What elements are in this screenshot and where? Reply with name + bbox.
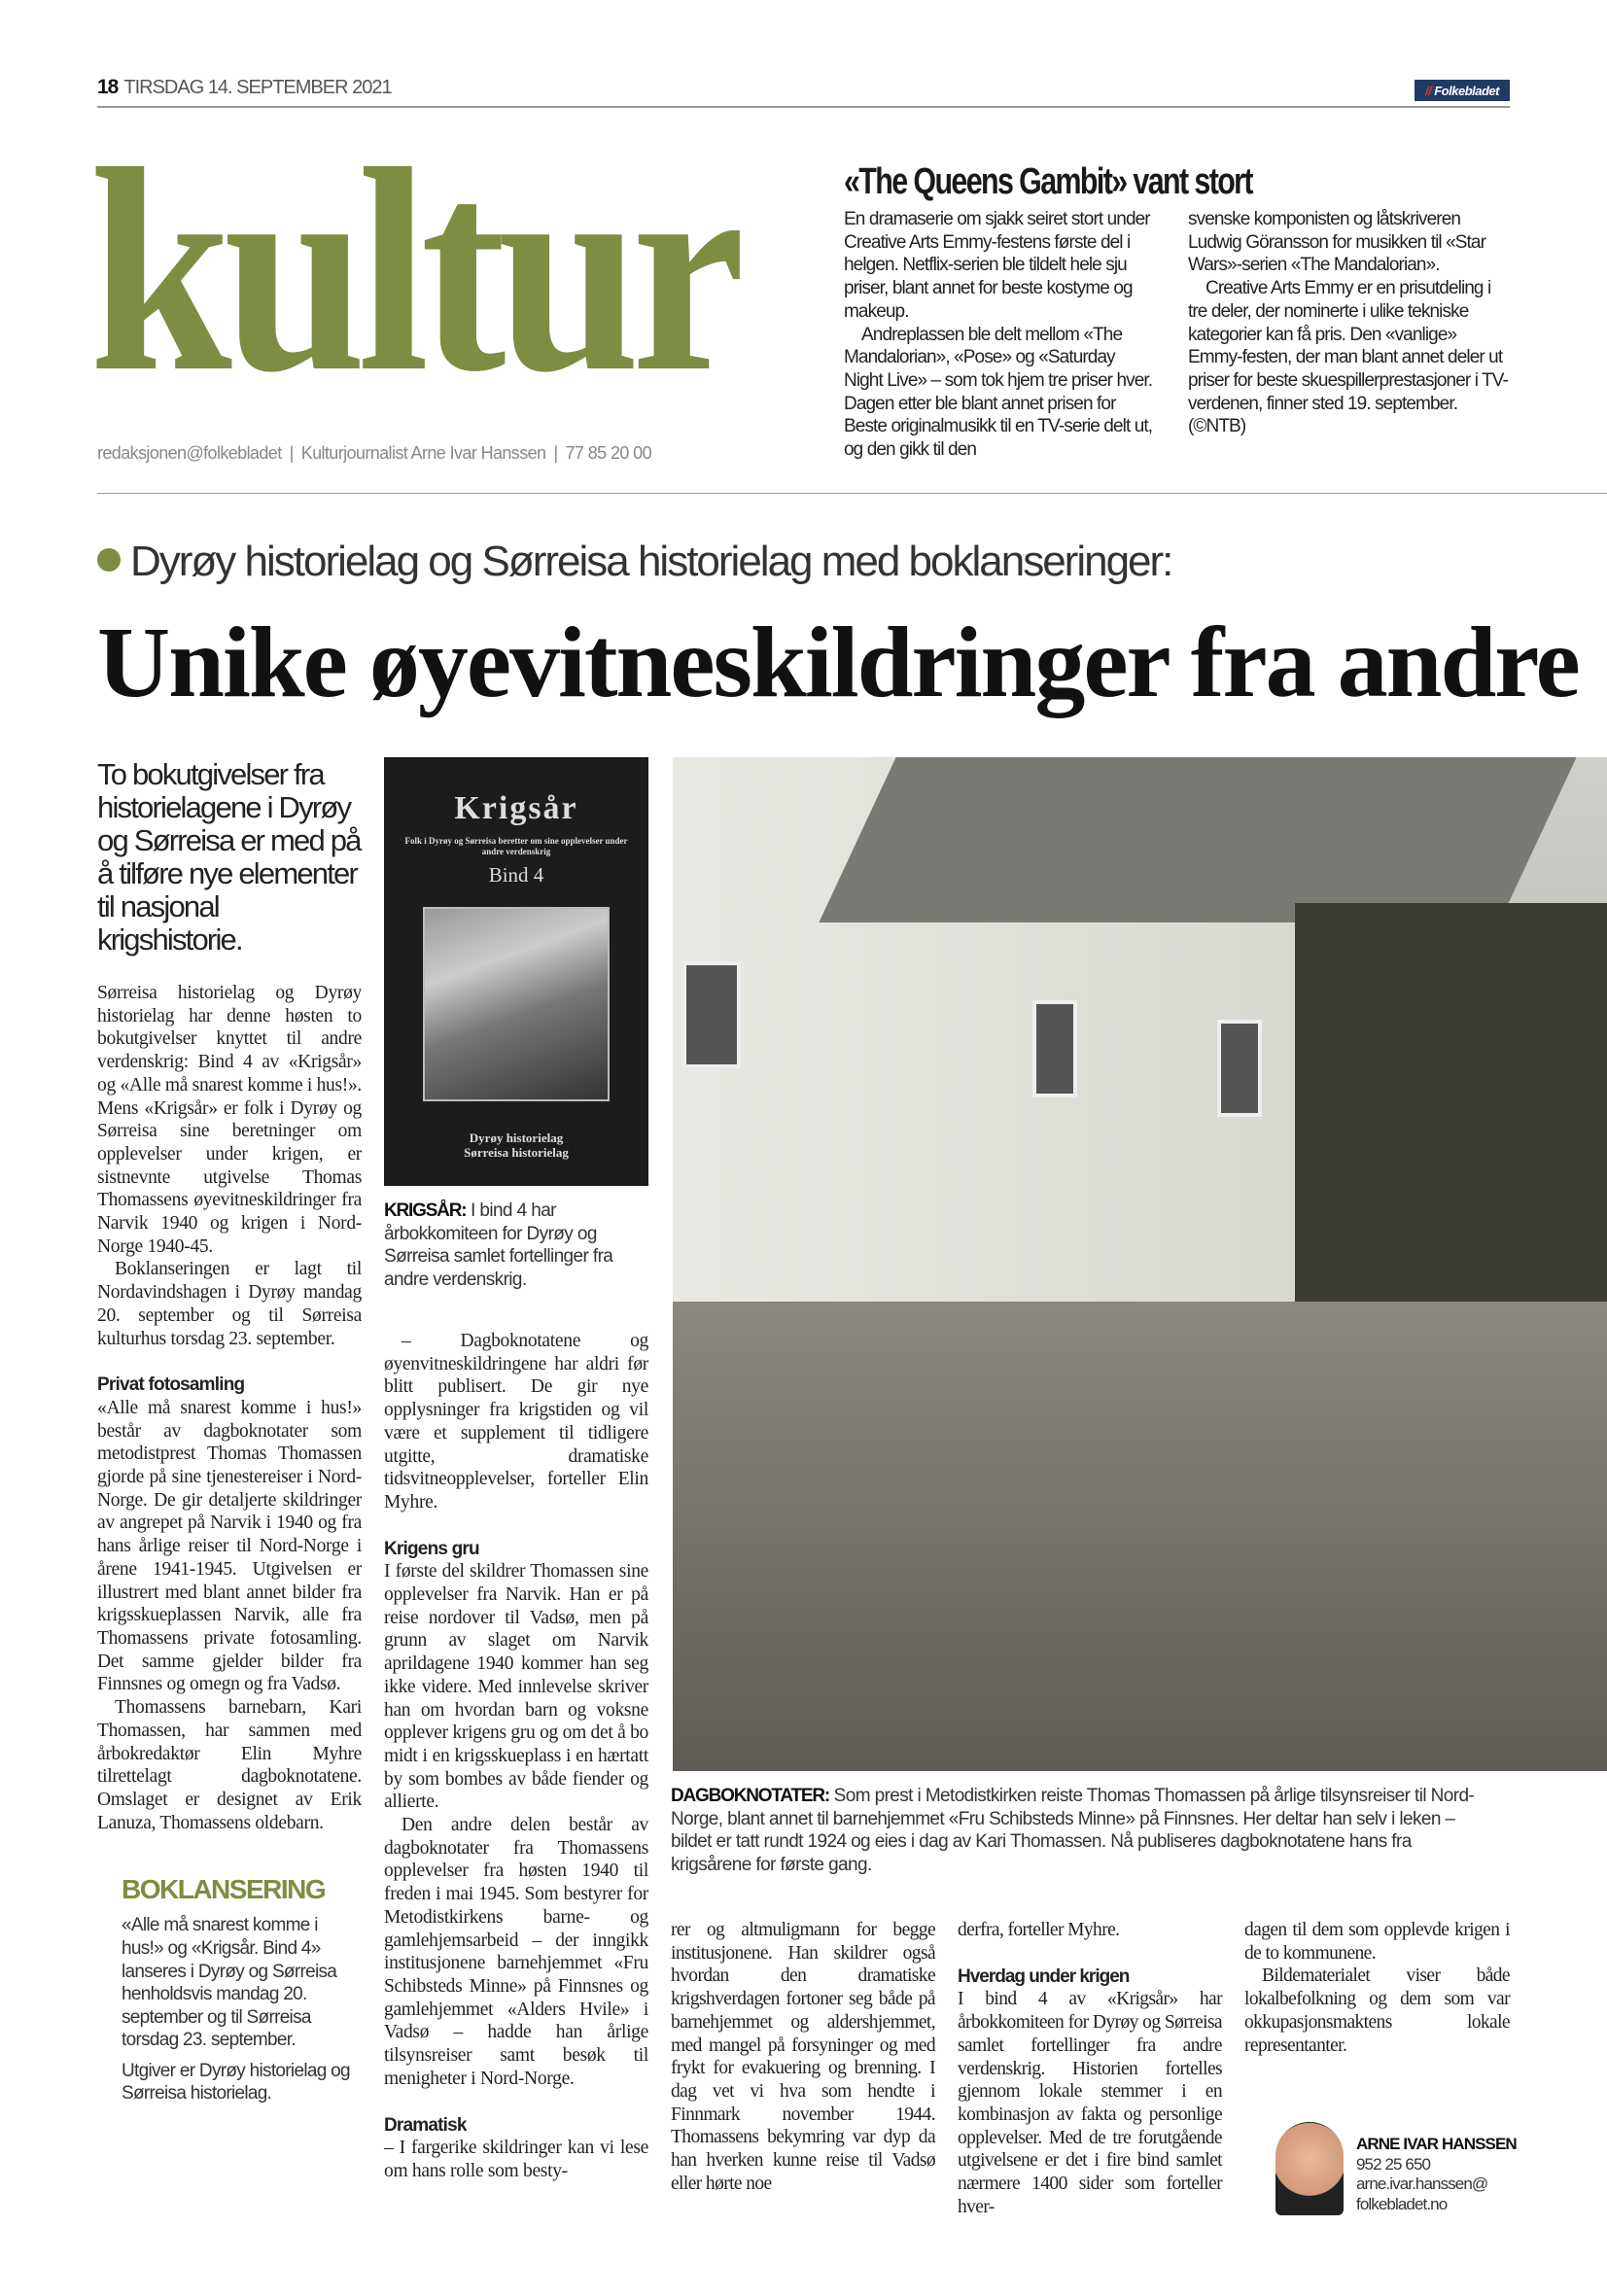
issue-date: TIRSDAG 14. SEPTEMBER 2021: [123, 77, 392, 98]
page-header: [97, 76, 392, 99]
article-column-1: Sørreisa historielag og Dyrøy historielag har denne høsten to bokutgivelser knyttet til andre verdenskrig: Bind 4 av «Krigsår» og «Alle må snarest komme i hus!». Mens «Krigsår» er folk i Dyrøy og Sørreisa sine beretninger om opplevelser under krigen, er sistnevnte utgivelse Thomas Thomassens øyevitneskildringer fra Narvik 1940 og krigen i Nord-Norge 1940-45. Boklanseringen er lagt til Nordavindshagen i Dyrøy mandag 20. september og til Sørreisa kulturhus torsdag 23. september. Privat fotosamling «Alle må snarest komme i hus!» består av dagboknotater som metodistprest Thomas Thomassen gjorde på sine tjenestereiser i Nord-Norge. De gir detaljerte skildringer av angrepet på Narvik i 1940 og fra hans årlige reiser til Nord-Norge i årene 1941-1945. Utgivelsen er illustrert med blant annet bilder fra krigsskueplassen Narvik, alle fra Thomassens private fotosamling. Det samme gjelder bilder fra Finnsnes og omegn og fra Vadsø. Thomassens barnebarn, Kari Thomassen, har sammen med årbokredaktør Elin Myhre tilrettelagt dagboknotatene. Omslaget er designet av Erik Lanuza, Thomassens oldebarn.: [97, 983, 362, 1833]
article-column-4: derfra, forteller Myhre. Hverdag under krigen I bind 4 av «Krigsår» har årbokkomiteen for Dyrøy og Sørreisa samlet fortellinger fra andre verdenskrig. Historien fortelles gjennom lokale stemmer i en kombinasjon av fakta og personlige opplevelser. Med de tre forutgående utgivelsene er det i fire bind samlet nærmere 1400 sider som forteller hver-: [958, 1920, 1222, 2217]
page-number: 18: [97, 76, 119, 98]
contact-journalist: Kulturjournalist Arne Ivar Hanssen: [300, 443, 546, 463]
section-byline: redaksjonen@folkebladet | Kulturjournalist Arne Ivar Hanssen | 77 85 20 00: [97, 443, 652, 463]
section-title: kultur: [89, 124, 738, 416]
bullet-dot-icon: [97, 548, 121, 572]
factbox-title: BOKLANSERING: [122, 1874, 326, 1905]
brief-column-1: En dramaserie om sjakk seiret stort under Creative Arts Emmy-festens første del i helgen. Netflix-serien ble tildelt hele sju priser, blant annet for beste kostyme og makeup. Andreplassen ble delt mellom «The Mandalorian», «Pose» og «Saturday Night Live» – som tok hjem tre priser hver. Dagen etter ble blant annet prisen for Beste originalmusikk til en TV-serie delt ut, og den gikk til den: [844, 209, 1153, 461]
cover-photo: [423, 907, 610, 1101]
article-column-5: dagen til dem som opplevde krigen i de to kommunene. Bildematerialet viser både lokalbefolkning og dem som var okkupasjonsmaktens lokale representanter.: [1244, 1920, 1510, 2056]
folkebladet-logo: // Folkebladet: [1415, 80, 1510, 101]
logo-mark-icon: //: [1425, 83, 1432, 98]
photo-caption: DAGBOKNOTATER: Som prest i Metodistkirken reiste Thomas Thomassen på årlige tilsynsreiser til Nord-Norge, blant annet til barnehjemmet «Fru Schibsteds Minne» på Finnsnes. Her deltar han selv i leken – bildet er tatt rundt 1924 og eies i dag av Kari Thomassen. Nå publiseres dagboknotatene hans fra krigsårene for første gang.: [671, 1786, 1475, 1875]
article-intro: To bokutgivelser fra historielagene i Dyrøy og Sørreisa er med på å tilføre nye elementer til nasjonal krigshistorie.: [97, 757, 361, 957]
subheading: Privat fotosamling: [97, 1374, 245, 1396]
historic-photo: [673, 757, 1607, 1771]
subheading: Hverdag under krigen: [958, 1966, 1130, 1987]
subheading: Krigens gru: [384, 1538, 479, 1559]
article-column-3: rer og altmuligmann for begge institusjonene. Han skildrer også hvordan den dramatiske krigshverdagen fortoner seg både på barnehjemmet og aldershjemmet, med mangel på forsyninger og med frykt for evakuering og brenning. I dag vet vi hva som hendte i Finnmark november 1944. Thomassens bekymring var dyp da han hverken kunne reise til Vadsø eller hørte noe: [671, 1920, 935, 2194]
author-info: ARNE IVAR HANSSEN 952 25 650 arne.ivar.hanssen@ folkebladet.no: [1356, 2135, 1517, 2213]
contact-phone: 77 85 20 00: [565, 443, 652, 463]
header-divider: [97, 106, 1510, 108]
book-cover-image: Krigsår Folk i Dyrøy og Sørreisa beretter om sine opplevelser under andre verdenskrig Bind 4 Dyrøy historielag Sørreisa historielag: [384, 757, 648, 1186]
author-email: arne.ivar.hanssen@: [1356, 2174, 1488, 2193]
section-divider: [97, 493, 1607, 494]
contact-email: redaksjonen@folkebladet: [97, 443, 282, 463]
subheading: Dramatisk: [384, 2114, 467, 2136]
author-avatar: [1275, 2122, 1344, 2215]
cover-caption: KRIGSÅR: I bind 4 har årbokkomiteen for Dyrøy og Sørreisa samlet fortellinger fra andre verdenskrig.: [384, 1200, 613, 1290]
brief-title: «The Queens Gambit» vant stort: [844, 161, 1252, 202]
brief-column-2: svenske komponisten og låtskriveren Ludwig Göransson for musikken til «Star Wars»-serien «The Mandalorian». Creative Arts Emmy er en prisutdeling i tre deler, der nominerte i ulike tekniske kategorier kan få pris. Den «vanlige» Emmy-festen, der man blant annet deler ut priser for beste skuespillerprestasjoner i TV-verdenen, finner sted 19. september. (©NTB): [1188, 209, 1508, 437]
left-column: [97, 758, 362, 2105]
article-headline: Unike øyevitneskildringer fra andre: [97, 607, 1579, 718]
factbox: BOKLANSERING «Alle må snarest komme i hus!» og «Krigsår. Bind 4» lanseres i Dyrøy og Sørreisa henholdsvis mandag 20. september og til Sørreisa torsdag 23. september. Utgiver er Dyrøy historielag og Sørreisa historielag.: [122, 1874, 350, 2105]
article-kicker: Dyrøy historielag og Sørreisa historielag med boklanseringer:: [97, 538, 1171, 586]
article-column-2: – Dagboknotatene og øyenvitneskildringene har aldri før blitt publisert. De gir nye opplysninger fra krigstiden og vil være et supplement til tidligere utgitte, dramatiske tidsvitneopplevelser, forteller Elin Myhre. Krigens gru I første del skildrer Thomassen sine opplevelser fra Narvik. Han er på reise nordover til Vadsø, men på grunn av slaget om Narvik aprildagene 1940 kommer han seg ikke videre. Med innlevelse skriver han om hvordan barn og voksne opplever krigens gru og om det å bo midt i en krigsskueplass i en hærtatt by som bombes av både fiender og allierte. Den andre delen består av dagboknotater fra Thomassens opplevelser fra høsten 1940 til freden i mai 1945. Som bestyrer for Metodistkirkens barne- og gamlehjemsarbeid – der inngikk institusjonene barnehjemmet «Fru Schibsteds Minne» på Finnsnes og gamlehjemmet «Alders Hvile» i Vadsø – hadde han årlige tilsynsreiser samt besøk til menigheter i Nord-Norge. Dramatisk – I fargerike skildringer kan vi lese om hans rolle som besty-: [384, 1331, 648, 2181]
second-column: [384, 757, 648, 2183]
